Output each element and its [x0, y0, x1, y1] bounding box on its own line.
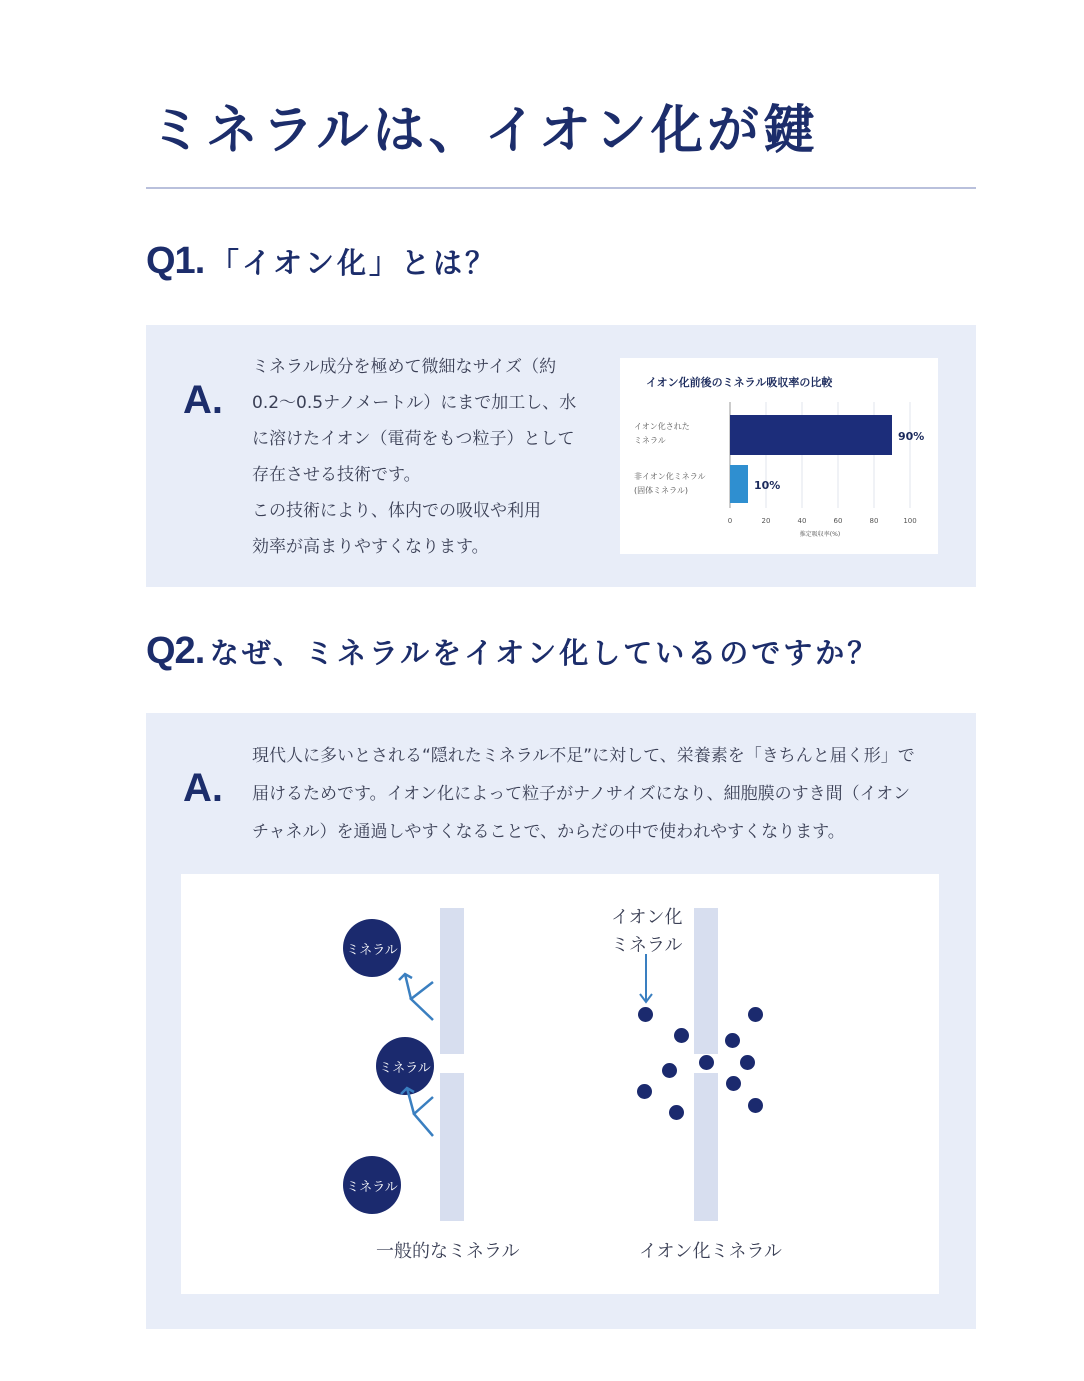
chart-category-label: (固体ミネラル) — [634, 486, 689, 495]
ion-mineral-label-line: イオン化 — [611, 907, 683, 928]
q2-question: なぜ、ミネラルをイオン化しているのですか？ — [209, 636, 880, 670]
ion-particle — [637, 1084, 652, 1099]
ion-pointer-arrow — [640, 954, 652, 1002]
q1-answer-mark: A. — [183, 378, 223, 422]
chart-tick-label: 60 — [833, 517, 843, 525]
q1-answer-line: この技術により、体内での吸収や利用 — [252, 501, 541, 521]
q1-answer-line: 0.2〜0.5ナノメートル）にまで加工し、水 — [252, 393, 577, 413]
chart-category-label: 非イオン化ミネラル — [634, 472, 706, 481]
ion-particle — [726, 1076, 741, 1091]
ion-particle — [662, 1063, 677, 1078]
ion-particle — [725, 1033, 740, 1048]
ion-particle — [638, 1007, 653, 1022]
bounce-arrow — [399, 974, 433, 1020]
ion-particle — [740, 1055, 755, 1070]
chart-tick-label: 0 — [727, 517, 733, 525]
q1-answer-line: ミネラル成分を極めて微細なサイズ（約 — [252, 357, 557, 377]
q1-answer-line: に溶けたイオン（電荷をもつ粒子）として — [252, 429, 575, 449]
q1-heading — [146, 240, 497, 283]
ion-particle — [674, 1028, 689, 1043]
q1-answer-line: 効率が高まりやすくなります。 — [252, 537, 489, 557]
ion-particle — [748, 1007, 763, 1022]
mineral-particle: ミネラル — [343, 1156, 401, 1214]
title-divider — [146, 187, 976, 189]
q2-heading — [146, 630, 879, 673]
chart-category-label: イオン化された — [634, 422, 690, 431]
chart-tick-label: 40 — [797, 517, 807, 525]
membrane-right-upper — [694, 908, 718, 1054]
chart-category-label: ミネラル — [634, 436, 666, 445]
chart-title: イオン化前後のミネラル吸収率の比較 — [646, 376, 833, 389]
ion-particle — [699, 1055, 714, 1070]
membrane-right-lower — [694, 1073, 718, 1221]
chart-value-label: 90% — [898, 430, 925, 443]
bounce-arrow — [401, 1088, 433, 1136]
mineral-particle: ミネラル — [376, 1037, 434, 1095]
mineral-particle: ミネラル — [343, 919, 401, 977]
q2-answer-line: 届けるためです。イオン化によって粒子がナノサイズになり、細胞膜のすき間（イオン — [252, 784, 911, 804]
q1-answer-line: 存在させる技術です。 — [252, 465, 421, 485]
q2-answer-line: チャネル）を通過しやすくなることで、からだの中で使われやすくなります。 — [252, 822, 845, 842]
bounce-arrows — [181, 874, 939, 1294]
chart-tick-label: 80 — [869, 517, 879, 525]
absorption-chart — [620, 358, 938, 554]
caption-general-mineral: 一般的なミネラル — [376, 1241, 520, 1262]
ion-mineral-label — [611, 904, 682, 960]
q1-number: Q1. — [146, 240, 205, 282]
chart-x-axis-label: 推定吸収率(%) — [799, 531, 841, 538]
chart-value-label: 10% — [754, 479, 781, 492]
ion-particle — [748, 1098, 763, 1113]
chart-tick-label: 20 — [761, 517, 771, 525]
ion-channel-diagram — [181, 874, 939, 1294]
q2-answer-text — [252, 737, 952, 851]
ion-mineral-label-line: ミネラル — [611, 935, 683, 956]
chart-tick-label: 100 — [903, 517, 917, 525]
q1-answer-text — [252, 349, 602, 565]
ion-particle — [669, 1105, 684, 1120]
chart-bar — [730, 415, 892, 455]
q1-question: 「イオン化」とは？ — [209, 246, 497, 280]
caption-ion-mineral: イオン化ミネラル — [639, 1241, 782, 1262]
q2-answer-mark: A. — [183, 766, 223, 810]
chart-bar — [730, 465, 748, 503]
q2-number: Q2. — [146, 630, 205, 672]
page-title: ミネラルは、イオン化が鍵 — [150, 101, 819, 161]
q2-answer-line: 現代人に多いとされる“隠れたミネラル不足”に対して、栄養素を「きちんと届く形」で — [252, 746, 915, 766]
absorption-chart-svg — [620, 358, 938, 554]
